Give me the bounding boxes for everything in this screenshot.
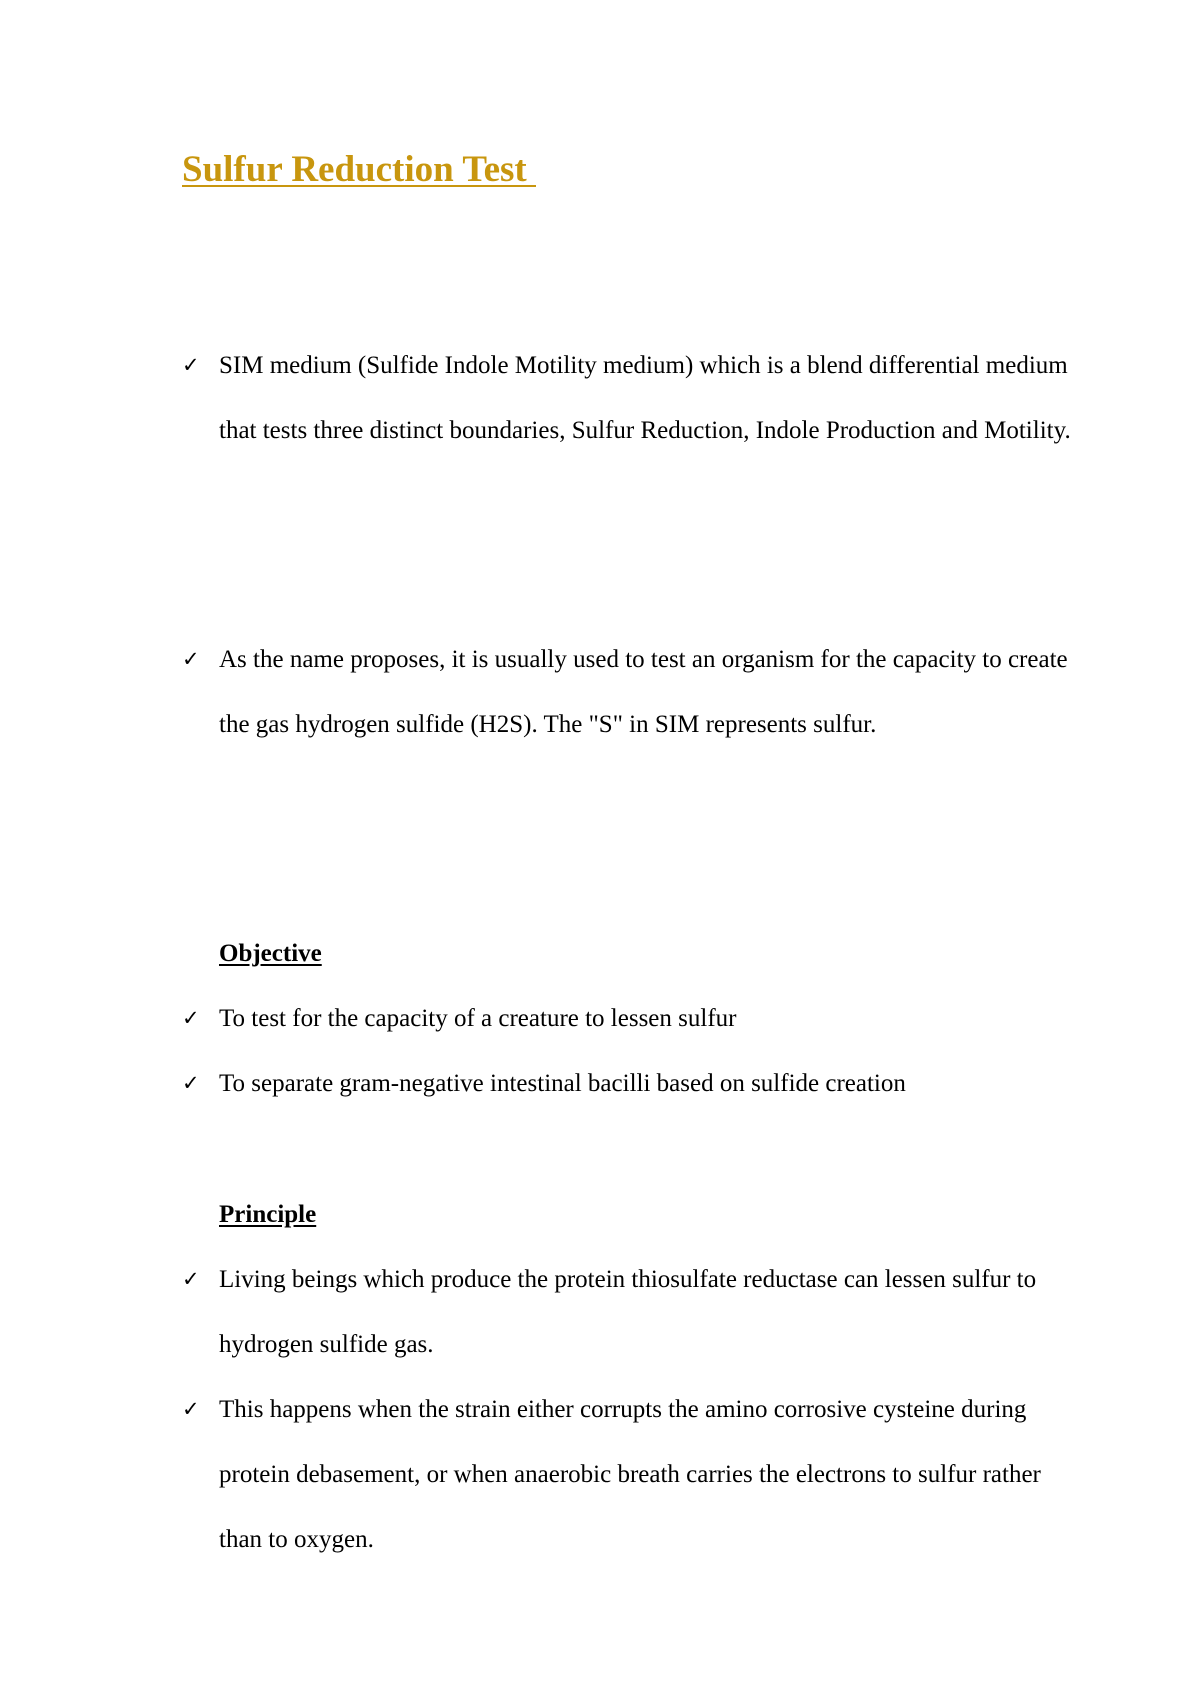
checkmark-icon: ✓	[182, 1397, 200, 1421]
objective-bullet-text: To separate gram-negative intestinal bacilli based on sulfide creation	[219, 1070, 906, 1097]
principle-heading: Principle	[219, 1201, 317, 1228]
objective-bullet-text: To test for the capacity of a creature to lessen sulfur	[219, 1005, 737, 1032]
checkmark-icon: ✓	[182, 353, 200, 377]
page-title: Sulfur Reduction Test	[182, 149, 536, 190]
intro-bullet-2	[182, 627, 1082, 757]
principle-bullet-text: This happens when the strain either corrupts the amino corrosive cysteine during protein debasement, or when anaerobic breath carries the electrons to sulfur rather than to oxygen.	[219, 1396, 1041, 1553]
checkmark-icon: ✓	[182, 1267, 200, 1291]
objective-heading: Objective	[219, 940, 322, 967]
objective-bullet-2	[182, 1051, 1082, 1116]
objective-bullet-list	[182, 986, 1082, 1116]
intro-bullet-text: SIM medium (Sulfide Indole Motility medium) which is a blend differential medium that tests three distinct boundaries, Sulfur Reduction, Indole Production and Motility.	[219, 352, 1071, 444]
principle-bullet-1	[182, 1247, 1082, 1377]
intro-bullet-list	[182, 333, 1082, 463]
principle-bullet-text: Living beings which produce the protein thiosulfate reductase can lessen sulfur to hydrogen sulfide gas.	[219, 1266, 1037, 1358]
intro-bullet-1	[182, 333, 1082, 463]
checkmark-icon: ✓	[182, 1071, 200, 1095]
principle-bullet-list	[182, 1247, 1082, 1572]
checkmark-icon: ✓	[182, 647, 200, 671]
checkmark-icon: ✓	[182, 1006, 200, 1030]
intro-bullet-list-2	[182, 627, 1082, 757]
intro-bullet-text: As the name proposes, it is usually used to test an organism for the capacity to create the gas hydrogen sulfide (H2S). The "S" in SIM represents sulfur.	[219, 646, 1068, 738]
objective-bullet-1	[182, 986, 1082, 1051]
principle-bullet-2	[182, 1377, 1082, 1572]
